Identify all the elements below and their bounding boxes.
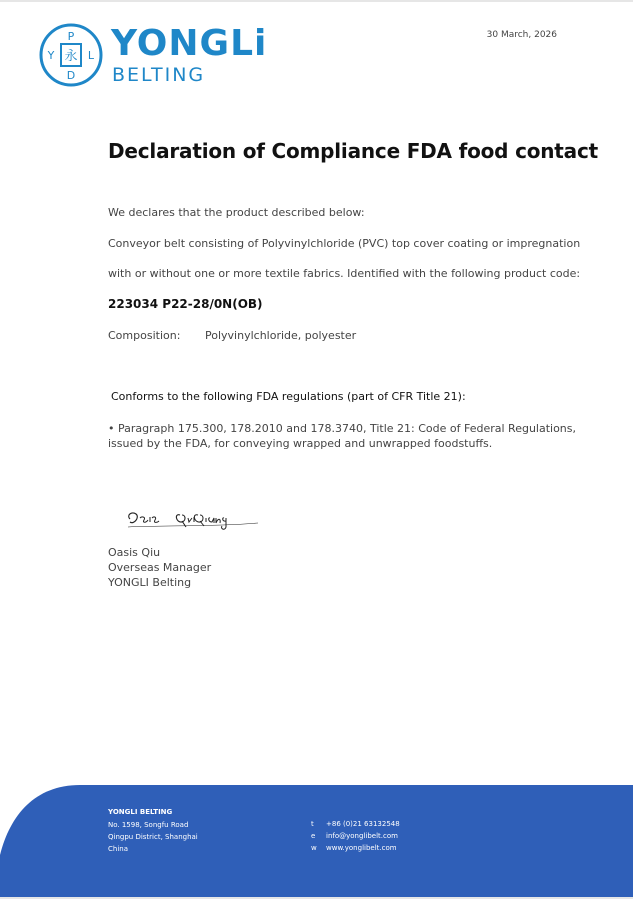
logo-letter-right: L [87, 49, 95, 62]
handwritten-signature [124, 505, 264, 541]
logo-letter-left: Y [47, 49, 55, 62]
signer-name: Oasis Qiu [108, 546, 161, 559]
footer-address-line: No. 1598, Songfu Road [108, 821, 189, 829]
composition-label: Composition: [108, 329, 181, 342]
footer-phone-value: +86 (0)21 63132548 [326, 820, 400, 828]
document-date: 30 March, 2026 [486, 30, 557, 40]
logo-letter-top: P [67, 30, 75, 43]
regulation-bullet: • Paragraph 175.300, 178.2010 and 178.3740, Title 21: Code of Federal Regulations, issued by the FDA, for conveying wrapped and unwrapped foodstuffs. [108, 422, 577, 450]
footer-company: YONGLI BELTING [108, 808, 173, 816]
intro-text: We declares that the product described below: [108, 206, 365, 219]
signer-company: YONGLI Belting [108, 576, 192, 589]
logo-brand-text: YONGLi [111, 23, 268, 64]
conforms-heading: Conforms to the following FDA regulations (part of CFR Title 21): [111, 390, 466, 403]
signer-block [108, 545, 211, 590]
composition-value: Polyvinylchloride, polyester [205, 329, 357, 342]
footer-contact [311, 818, 400, 854]
logo-letter-bottom: D [66, 69, 76, 82]
footer-address-line: Qingpu District, Shanghai [108, 833, 198, 841]
footer-website-value: www.yonglibelt.com [326, 844, 397, 852]
footer-email [311, 830, 400, 842]
footer-website-key: w [311, 844, 317, 852]
product-code: 223034 P22-28/0N(OB) [108, 297, 263, 311]
signer-role: Overseas Manager [108, 561, 212, 574]
footer-phone-key: t [311, 820, 314, 828]
footer-email-value: info@yonglibelt.com [326, 832, 398, 840]
top-rule [0, 0, 633, 2]
document-title: Declaration of Compliance FDA food contact [108, 139, 598, 163]
footer-email-key: e [311, 832, 316, 840]
footer-phone [311, 818, 400, 830]
logo-center-glyph: 永 [64, 49, 78, 64]
logo-subtext: BELTING [112, 64, 206, 86]
description-line-2: with or without one or more textile fabrics. Identified with the following product code: [108, 267, 581, 280]
logo-mark-icon [38, 22, 104, 88]
footer-address-line: China [108, 845, 128, 853]
footer-website [311, 842, 400, 854]
company-logo [38, 22, 298, 92]
footer-address [108, 819, 198, 855]
description-line-1: Conveyor belt consisting of Polyvinylchloride (PVC) top cover coating or impregnation [108, 237, 581, 250]
